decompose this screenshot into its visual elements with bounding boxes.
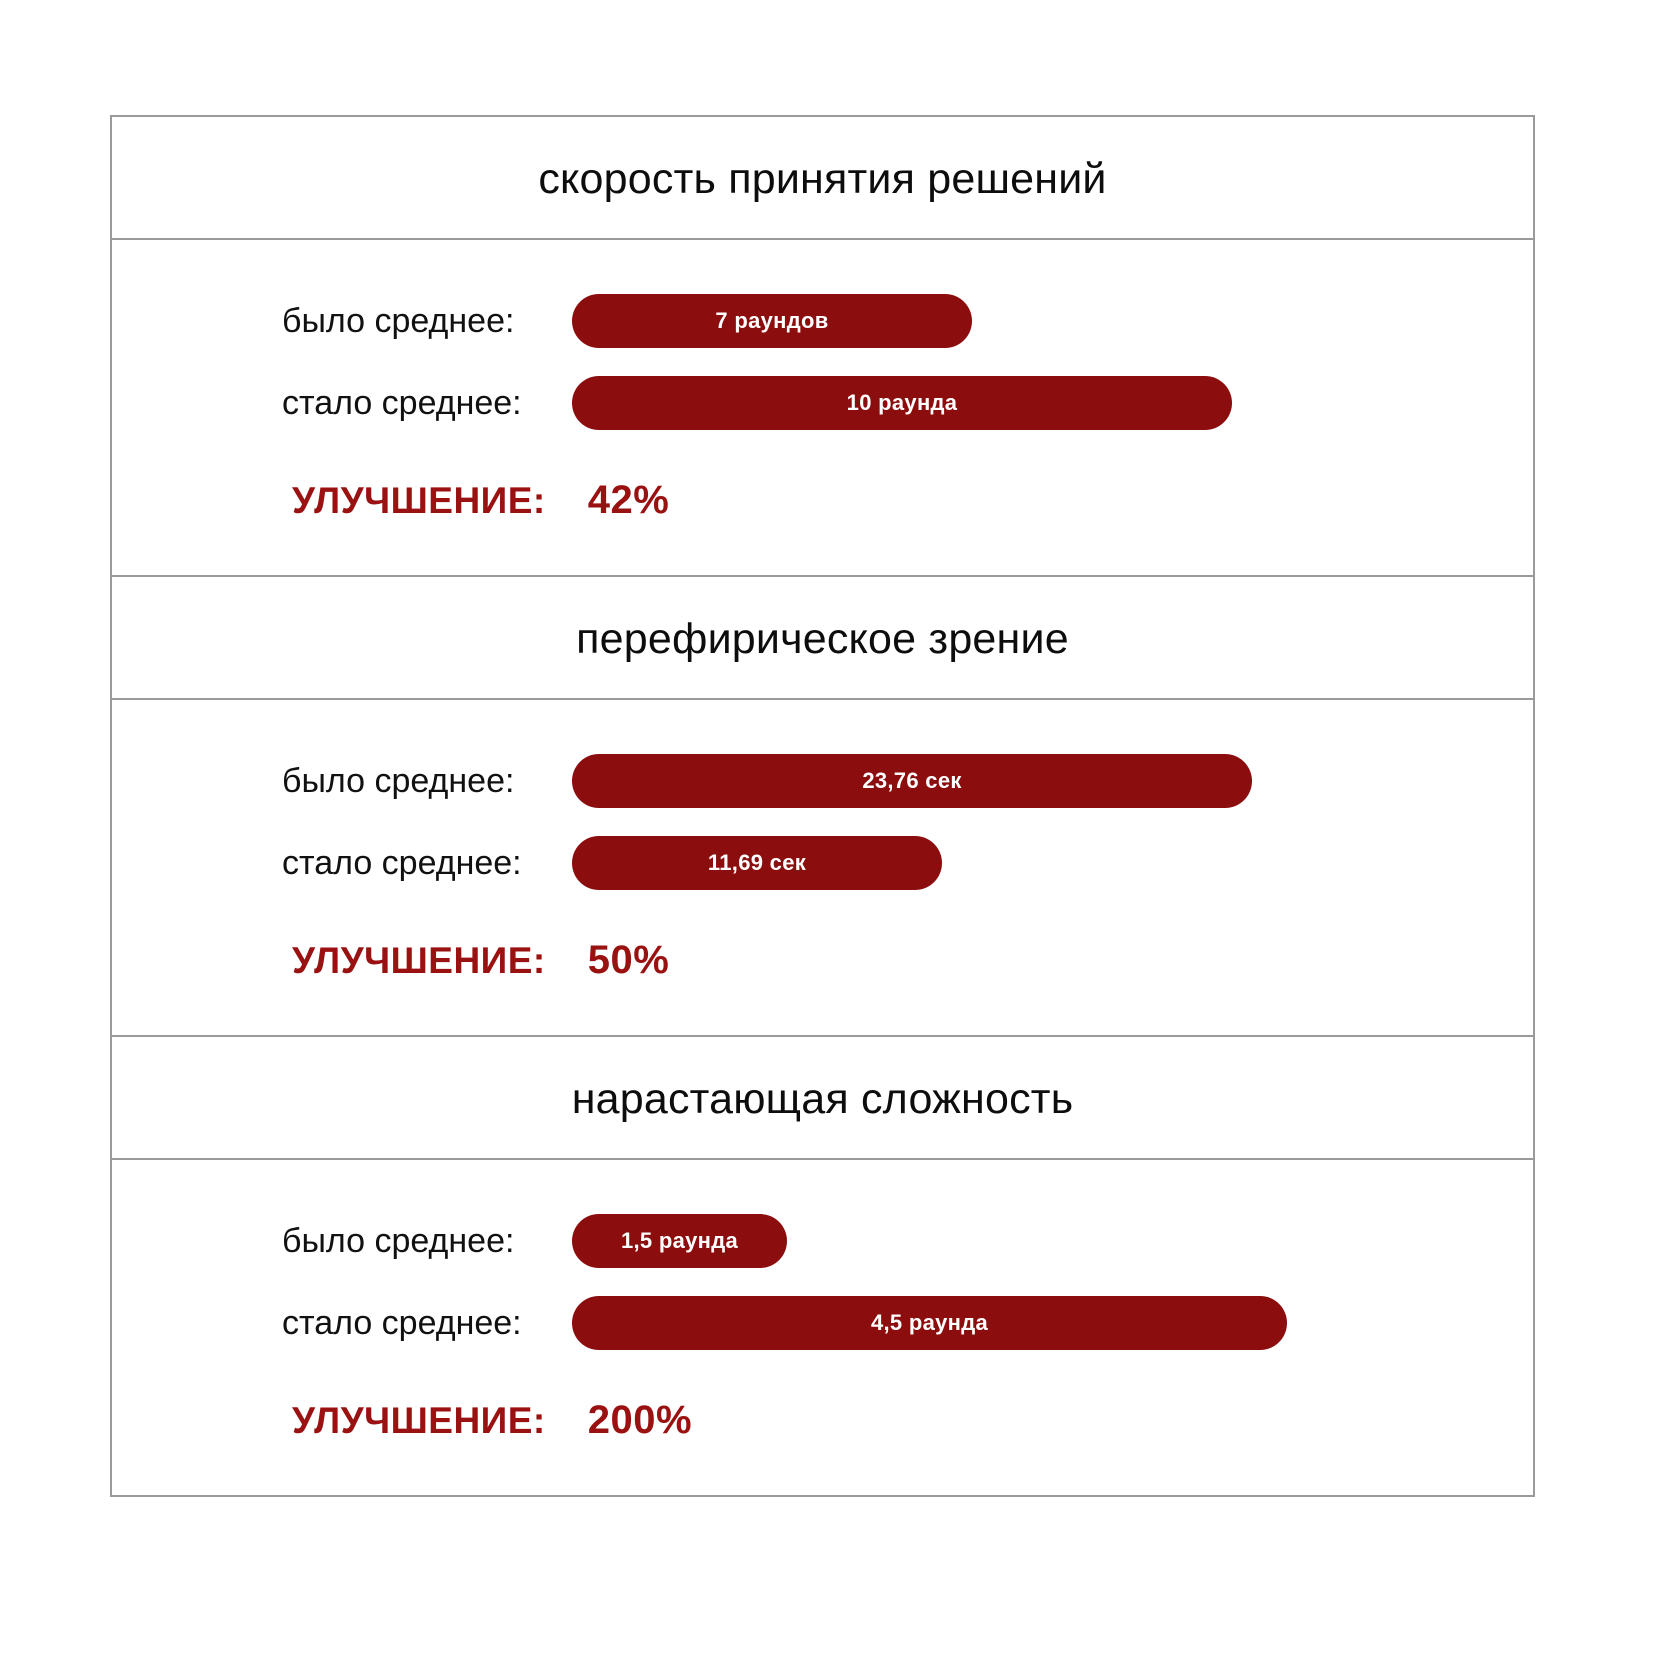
bar-row-after: [112, 1296, 1533, 1350]
improvement-label: УЛУЧШЕНИЕ:: [292, 940, 546, 981]
improvement-value: 50%: [587, 938, 670, 982]
bar-before: 1,5 раунда: [572, 1214, 787, 1268]
bar-row-before: [112, 1214, 1533, 1268]
bar-row-before: [112, 294, 1533, 348]
bar-row-label: было среднее:: [282, 1221, 515, 1260]
section-body: [112, 240, 1533, 575]
improvement-label: УЛУЧШЕНИЕ:: [292, 1400, 546, 1441]
bar-row-after: [112, 376, 1533, 430]
bar-after: 4,5 раунда: [572, 1296, 1287, 1350]
improvement-row: [112, 938, 1533, 983]
bar-after: 10 раунда: [572, 376, 1232, 430]
bar-row-label: было среднее:: [282, 301, 515, 340]
section-body: [112, 700, 1533, 1035]
bar-row-after: [112, 836, 1533, 890]
section-body: [112, 1160, 1533, 1495]
section-title: скорость принятия решений: [112, 117, 1533, 240]
bar-after: 11,69 сек: [572, 836, 942, 890]
metrics-table: [110, 115, 1535, 1497]
improvement-value: 42%: [587, 478, 670, 522]
metric-section-decision-speed: [112, 117, 1533, 575]
bar-row-before: [112, 754, 1533, 808]
improvement-row: [112, 478, 1533, 523]
metric-section-increasing-difficulty: [112, 1035, 1533, 1495]
bar-row-label: было среднее:: [282, 761, 515, 800]
bar-row-label: стало среднее:: [282, 843, 522, 882]
bar-row-label: стало среднее:: [282, 383, 522, 422]
bar-before: 7 раундов: [572, 294, 972, 348]
bar-row-label: стало среднее:: [282, 1303, 522, 1342]
section-title: нарастающая сложность: [112, 1035, 1533, 1160]
improvement-value: 200%: [587, 1398, 693, 1442]
improvement-label: УЛУЧШЕНИЕ:: [292, 480, 546, 521]
section-title: перефирическое зрение: [112, 575, 1533, 700]
metric-section-peripheral-vision: [112, 575, 1533, 1035]
improvement-row: [112, 1398, 1533, 1443]
bar-before: 23,76 сек: [572, 754, 1252, 808]
